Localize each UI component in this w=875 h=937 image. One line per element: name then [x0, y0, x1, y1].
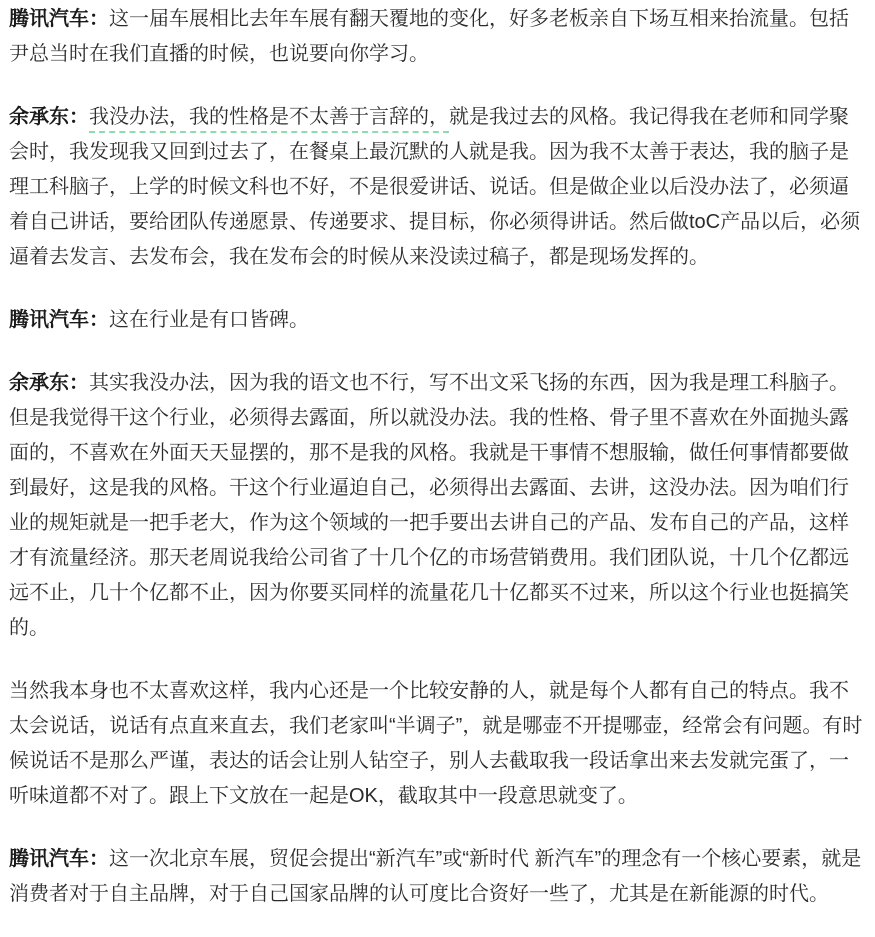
- dialog-paragraph: [9, 366, 866, 646]
- paragraph-text: 就是我过去的风格。我记得我在老师和同学聚会时，我发现我又回到过去了，在餐桌上最沉默的人就是我。因为我不太善于表达，我的脑子是理工科脑子，上学的时候文科也不好，不是很爱讲话、说话。但是做企业以后没办法了，必须逼着自己讲话，要给团队传递愿景、传递要求、提目标，你必须得讲话。然后做toC产品以后，必须逼着去发言、去发布会，我在发布会的时候从来没读过稿子，都是现场发挥的。: [9, 106, 861, 268]
- speaker-label-yu-chengdong: 余承东：: [9, 106, 89, 128]
- speaker-label-yu-chengdong: 余承东：: [9, 372, 89, 394]
- annotated-phrase[interactable]: 我没办法，我的性格是不太善于言辞的，: [89, 106, 449, 133]
- speaker-label-tencent-auto: 腾讯汽车：: [9, 309, 109, 331]
- paragraph-text: 当然我本身也不太喜欢这样，我内心还是一个比较安静的人，就是每个人都有自己的特点。我不太会说话，说话有点直来直去，我们老家叫“半调子”，就是哪壶不开提哪壶，经常会有问题。有时候说话不是那么严谨，表达的话会让别人钻空子，别人去截取我一段话拿出来去发就完蛋了，一听味道都不对了。跟上下文放在一起是OK，截取其中一段意思就变了。: [9, 680, 863, 807]
- dialog-paragraph: [9, 303, 866, 338]
- paragraph-text: 这一次北京车展，贸促会提出“新汽车”或“新时代 新汽车”的理念有一个核心要素，就是消费者对于自主品牌，对于自己国家品牌的认可度比合资好一些了，尤其是在新能源的时代。: [9, 848, 862, 905]
- dialog-paragraph: [9, 674, 866, 814]
- dialog-paragraph: [9, 100, 866, 275]
- paragraph-text: 这一届车展相比去年车展有翻天覆地的变化，好多老板亲自下场互相来抬流量。包括尹总当时在我们直播的时候，也说要向你学习。: [9, 8, 849, 65]
- dialog-paragraph: [9, 2, 866, 72]
- speaker-label-tencent-auto: 腾讯汽车：: [9, 8, 109, 30]
- paragraph-text: 其实我没办法，因为我的语文也不行，写不出文采飞扬的东西，因为我是理工科脑子。但是我觉得干这个行业，必须得去露面，所以就没办法。我的性格、骨子里不喜欢在外面抛头露面的，不喜欢在外面天天显摆的，那不是我的风格。我就是干事情不想服输，做任何事情都要做到最好，这是我的风格。干这个行业逼迫自己，必须得出去露面、去讲，这没办法。因为咱们行业的规矩就是一把手老大，作为这个领域的一把手要出去讲自己的产品、发布自己的产品，这样才有流量经济。那天老周说我给公司省了十几个亿的市场营销费用。我们团队说，十几个亿都远远不止，几十个亿都不止，因为你要买同样的流量花几十亿都买不过来，所以这个行业也挺搞笑的。: [9, 372, 849, 639]
- speaker-label-tencent-auto: 腾讯汽车：: [9, 848, 109, 870]
- dialog-paragraph: [9, 842, 866, 912]
- paragraph-text: 这在行业是有口皆碑。: [109, 309, 309, 331]
